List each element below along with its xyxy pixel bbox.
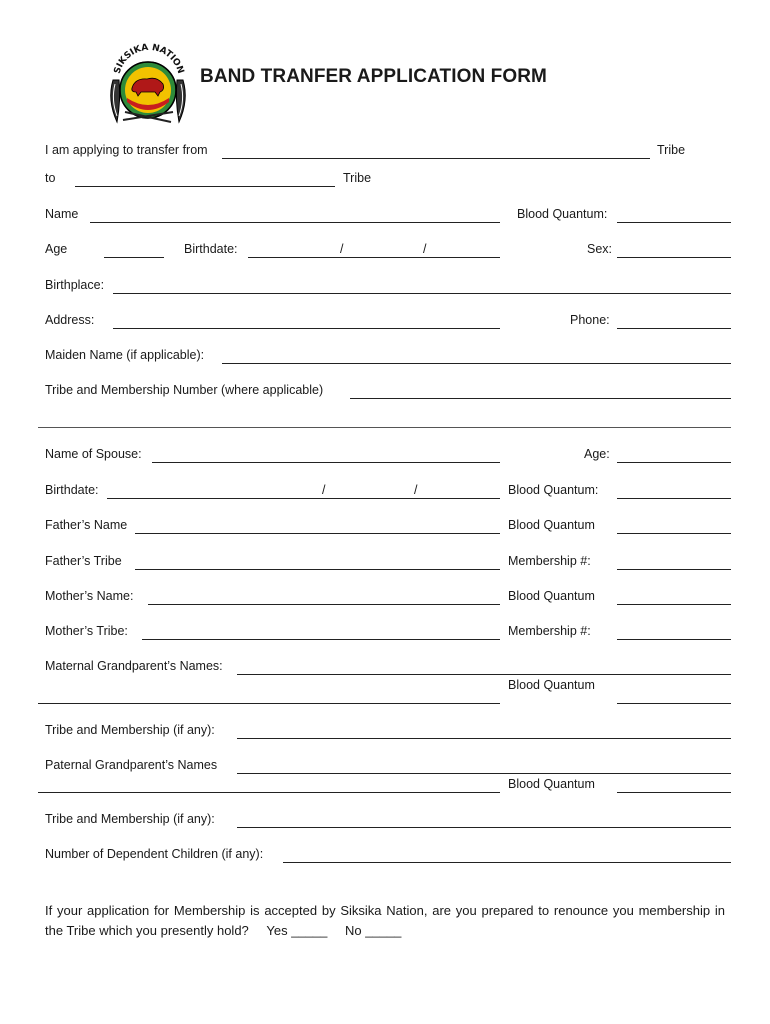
siksika-nation-logo: [105, 40, 190, 128]
maternal-tribe-membership-label: Tribe and Membership (if any):: [45, 723, 215, 737]
mothers-tribe-field[interactable]: [142, 639, 500, 640]
maternal-blood-quantum-field[interactable]: [617, 703, 731, 704]
mothers-blood-quantum-field[interactable]: [617, 604, 731, 605]
maternal-tribe-membership-field[interactable]: [237, 738, 731, 739]
paternal-grandparents-field-2[interactable]: [38, 792, 500, 793]
spouse-age-field[interactable]: [617, 462, 731, 463]
sex-field[interactable]: [617, 257, 731, 258]
paternal-tribe-membership-field[interactable]: [237, 827, 731, 828]
mothers-tribe-label: Mother’s Tribe:: [45, 624, 128, 638]
maternal-blood-quantum-label: Blood Quantum: [508, 678, 595, 692]
fathers-name-field[interactable]: [135, 533, 500, 534]
fathers-membership-field[interactable]: [617, 569, 731, 570]
spouse-blood-quantum-label: Blood Quantum:: [508, 483, 599, 497]
fathers-tribe-field[interactable]: [135, 569, 500, 570]
name-label: Name: [45, 207, 79, 221]
tribe-label-1: Tribe: [657, 143, 686, 157]
spouse-birthdate-label: Birthdate:: [45, 483, 99, 497]
form-title: BAND TRANFER APPLICATION FORM: [200, 66, 547, 87]
tribe-membership-number-label: Tribe and Membership Number (where applicable): [45, 383, 324, 397]
paternal-grandparents-field[interactable]: [237, 773, 731, 774]
date-slash: /: [423, 242, 427, 256]
fathers-name-label: Father’s Name: [45, 518, 128, 532]
blood-quantum-label: Blood Quantum:: [517, 207, 608, 221]
renounce-question-text: If your application for Membership is accepted by Siksika Nation, are you prepared to renounce you membership in the Tribe which you presently hold?: [45, 903, 725, 938]
birthplace-label: Birthplace:: [45, 278, 105, 292]
mothers-membership-field[interactable]: [617, 639, 731, 640]
spouse-birthdate-field[interactable]: [107, 498, 500, 499]
spouse-age-label: Age:: [584, 447, 610, 461]
transfer-from-tribe-field[interactable]: [222, 158, 650, 159]
maiden-name-field[interactable]: [222, 363, 731, 364]
mothers-membership-label: Membership #:: [508, 624, 591, 638]
maternal-grandparents-field[interactable]: [237, 674, 731, 675]
phone-field[interactable]: [617, 328, 731, 329]
spouse-blood-quantum-field[interactable]: [617, 498, 731, 499]
tribe-label-2: Tribe: [343, 171, 372, 185]
maternal-grandparents-field-2[interactable]: [38, 703, 500, 704]
no-option[interactable]: No _____: [345, 923, 402, 938]
paternal-tribe-membership-label: Tribe and Membership (if any):: [45, 812, 215, 826]
fathers-membership-label: Membership #:: [508, 554, 591, 568]
maternal-grandparents-label: Maternal Grandparent’s Names:: [45, 659, 223, 673]
transfer-to-tribe-field[interactable]: [75, 186, 335, 187]
paternal-grandparents-label: Paternal Grandparent’s Names: [45, 758, 218, 772]
age-field[interactable]: [104, 257, 164, 258]
spouse-name-label: Name of Spouse:: [45, 447, 142, 461]
mothers-name-field[interactable]: [148, 604, 500, 605]
dependent-children-label: Number of Dependent Children (if any):: [45, 847, 264, 861]
birthplace-field[interactable]: [113, 293, 731, 294]
birthdate-field[interactable]: [248, 257, 500, 258]
mothers-blood-quantum-label: Blood Quantum: [508, 589, 595, 603]
fathers-blood-quantum-label: Blood Quantum: [508, 518, 595, 532]
paternal-blood-quantum-label: Blood Quantum: [508, 777, 595, 791]
maiden-name-label: Maiden Name (if applicable):: [45, 348, 205, 362]
mothers-name-label: Mother’s Name:: [45, 589, 134, 603]
fathers-blood-quantum-field[interactable]: [617, 533, 731, 534]
birthdate-label: Birthdate:: [184, 242, 238, 256]
phone-label: Phone:: [570, 313, 610, 327]
age-label: Age: [45, 242, 68, 256]
spouse-name-field[interactable]: [152, 462, 500, 463]
date-slash: /: [340, 242, 344, 256]
blood-quantum-field[interactable]: [617, 222, 731, 223]
renounce-question: [45, 901, 725, 941]
logo-text: SIKSIKA NATION: [112, 42, 186, 76]
name-field[interactable]: [90, 222, 500, 223]
paternal-blood-quantum-field[interactable]: [617, 792, 731, 793]
date-slash: /: [322, 483, 326, 497]
date-slash: /: [414, 483, 418, 497]
address-label: Address:: [45, 313, 95, 327]
section-divider: [38, 427, 731, 428]
address-field[interactable]: [113, 328, 500, 329]
fathers-tribe-label: Father’s Tribe: [45, 554, 122, 568]
dependent-children-field[interactable]: [283, 862, 731, 863]
tribe-membership-number-field[interactable]: [350, 398, 731, 399]
sex-label: Sex:: [587, 242, 613, 256]
yes-option[interactable]: Yes _____: [266, 923, 328, 938]
to-label: to: [45, 171, 56, 185]
applying-from-label: I am applying to transfer from: [45, 143, 208, 157]
